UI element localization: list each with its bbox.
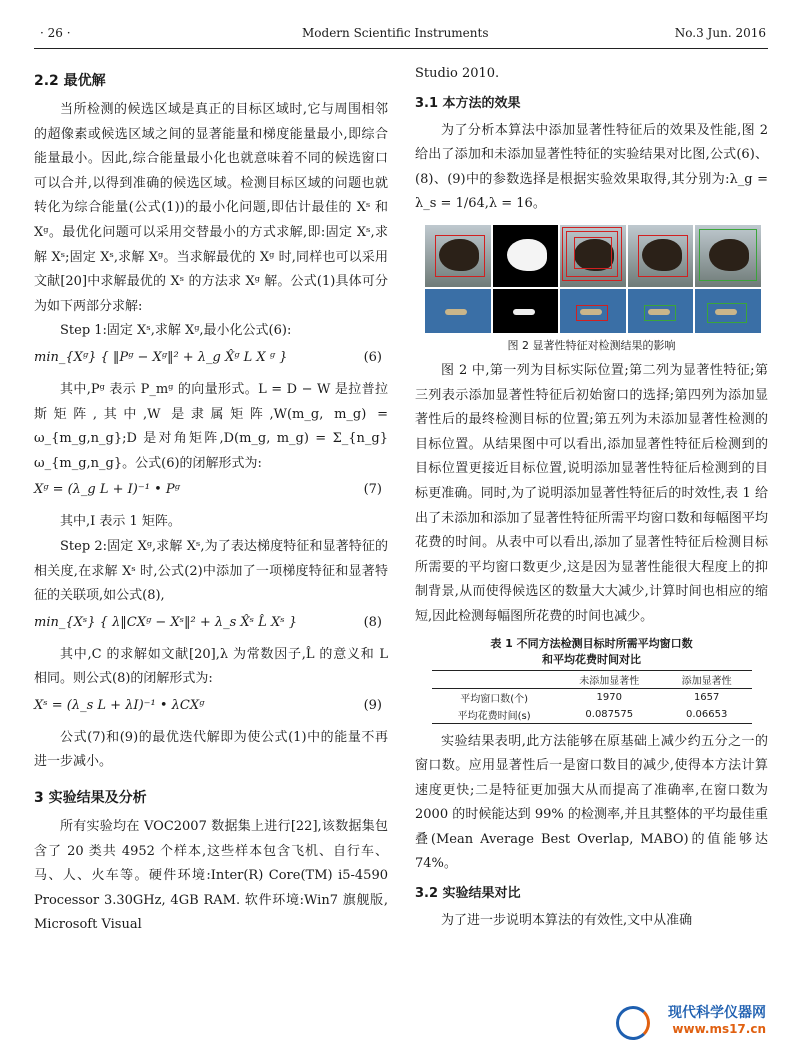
equation-body: min_{Xˢ} { λ‖CXᵍ − Xˢ‖² + λ_s X̂ˢ L̂ Xˢ } bbox=[34, 614, 297, 630]
figure-image bbox=[628, 225, 694, 287]
paragraph: 其中,Pᵍ 表示 P_mᵍ 的向量形式。L = D − W 是拉普拉斯矩阵,其中,W 是隶属矩阵,W(m_g, m_g) = ω_{m_g,n_g};D 是对角矩阵,D(m_g, m_g) = Σ_{n_g} ω_{m_g,n_g}。公式(6)的闭解形式为: bbox=[34, 381, 388, 471]
paragraph: 图 2 中,第一列为目标实际位置;第二列为显著性特征;第三列表示添加显著性特征后初始窗口的选择;第四列为添加显著性后的最终检测目标的位置;第五列为未添加显著性检测的目标位置。从结果图中可以看出,添加显著性特征后检测到的目标位置更接近目标位置,说明添加显著性特征后检测到的目标更准确。同时,为了说明添加显著性特征后的时效性,表 1 给出了未添加和添加了显著性特征所需平均窗口数和每幅图平均花费的时间。从表中可以看出,添加了显著性特征后检测目标所需要的平均窗口数更少,这是因为显著性能很大程度上的抑制背景,从而使得候选区的数量大大减少,计算时间也相应的缩短,因此检测每幅图所花费的时间也减少。 bbox=[415, 362, 768, 624]
watermark-url: www.ms17.cn bbox=[672, 1022, 766, 1036]
equation-8 bbox=[34, 609, 388, 643]
step2-text: Step 2:固定 Xᵍ,求解 Xˢ,为了表达梯度特征和显著特征的相关度,在求解 Xˢ 时,公式(2)中添加了一项梯度特征和显著特征的关联项,如公式(8), bbox=[34, 538, 388, 604]
figure-2 bbox=[425, 225, 761, 333]
equation-number: (9) bbox=[363, 697, 382, 713]
figure-column-ground-truth bbox=[425, 225, 491, 333]
figure-caption: 图 2 显著性特征对检测结果的影响 bbox=[507, 338, 676, 352]
figure-image bbox=[695, 289, 761, 333]
watermark bbox=[616, 1000, 766, 1040]
table-header bbox=[432, 670, 557, 688]
left-column bbox=[34, 62, 388, 938]
section-3-2-title: 3.2 实验结果对比 bbox=[415, 886, 521, 902]
table-cell: 平均花费时间(s) bbox=[457, 710, 531, 722]
paragraph: 当所检测的候选区域是真正的目标区域时,它与周围相邻的超像素或候选区域之间的显著能量和梯度能量最小,即综合能量最小。因此,综合能量最小化也就意味着不同的候选窗口可以合并,以得到准确的候选区域。检测目标区域的问题也就转化为综合能量(公式(1))的最小化问题,即估计最佳的 Xˢ 和 Xᵍ。最优化问题可以采用交替最小的方式求解,即:固定 Xˢ,求解 Xˢ;固定 Xˢ,求解 Xᵍ。当求解最优的 Xᵍ 时,同样也可以采用文献[20]中求解最优的 Xˢ 的方法求 Xᵍ 解。公式(1)具体可分为如下两部分求解: bbox=[34, 102, 388, 314]
table-cell: 1970 bbox=[596, 691, 622, 703]
table-header-row bbox=[432, 670, 752, 688]
figure-image bbox=[695, 225, 761, 287]
right-column bbox=[415, 62, 768, 934]
journal-name: Modern Scientific Instruments bbox=[302, 26, 489, 40]
table-caption: 和平均花费时间对比 bbox=[542, 652, 641, 666]
table-header: 添加显著性 bbox=[681, 675, 732, 687]
equation-9 bbox=[34, 692, 388, 726]
table-caption: 表 1 不同方法检测目标时所需平均窗口数 bbox=[490, 636, 693, 650]
table-cell: 0.087575 bbox=[585, 708, 634, 720]
section-3-1-title: 3.1 本方法的效果 bbox=[415, 95, 521, 111]
watermark-title: 现代科学仪器网 bbox=[668, 1005, 766, 1021]
figure-image bbox=[425, 289, 491, 333]
step1-text: Step 1:固定 Xˢ,求解 Xᵍ,最小化公式(6): bbox=[60, 323, 292, 339]
paragraph: 实验结果表明,此方法能够在原基础上减少约五分之一的窗口数。应用显著性后一是窗口数目的减少,使得本方法计算速度更快;二是特征更加强大从而提高了准确率,在窗口数为 2000 的时候能达到 99% 的检测率,并且其整体的平均最佳重叠(Mean Average Best Overlap, MABO)的值能够达 74%。 bbox=[415, 733, 768, 872]
table-cell: 0.06653 bbox=[685, 708, 728, 720]
paragraph: Studio 2010. bbox=[415, 66, 500, 81]
figure-image bbox=[560, 225, 626, 287]
paragraph: 其中,I 表示 1 矩阵。 bbox=[60, 514, 181, 530]
paragraph: 为了分析本算法中添加显著性特征后的效果及性能,图 2 给出了添加和未添加显著性特征的实验结果对比图,公式(6)、(8)、(9)中的参数选择是根据实验效果取得,其分别为:λ_g = λ_s = 1/64,λ = 16。 bbox=[415, 122, 768, 212]
equation-number: (7) bbox=[363, 482, 382, 498]
page-number: · 26 · bbox=[40, 26, 71, 40]
header-rule bbox=[34, 48, 768, 49]
figure-image bbox=[628, 289, 694, 333]
figure-image bbox=[425, 225, 491, 287]
running-header bbox=[34, 26, 768, 44]
issue-info: No.3 Jun. 2016 bbox=[674, 26, 766, 40]
figure-image bbox=[493, 225, 559, 287]
figure-column-without-saliency bbox=[695, 225, 761, 333]
table-row bbox=[432, 688, 752, 706]
equation-number: (8) bbox=[363, 614, 382, 630]
paragraph: 其中,C 的求解如文献[20],λ 为常数因子,L̂ 的意义和 L 相同。则公式(8)的闭解形式为: bbox=[34, 646, 388, 687]
section-2-2-title: 2.2 最优解 bbox=[34, 73, 106, 89]
paragraph: 公式(7)和(9)的最优迭代解即为使公式(1)中的能量不再进一步减小。 bbox=[34, 729, 388, 770]
paragraph: 为了进一步说明本算法的有效性,文中从准确 bbox=[441, 913, 693, 929]
equation-body: Xˢ = (λ_s L + λI)⁻¹ • λCXᵍ bbox=[34, 697, 205, 713]
figure-image bbox=[493, 289, 559, 333]
table-cell: 1657 bbox=[693, 691, 720, 703]
results-table bbox=[432, 670, 752, 724]
watermark-logo-icon bbox=[616, 1006, 650, 1040]
equation-body: Xᵍ = (λ_g L + I)⁻¹ • Pᵍ bbox=[34, 482, 180, 498]
figure-column-saliency bbox=[493, 225, 559, 333]
equation-body: min_{Xᵍ} { ‖Pᵍ − Xᵍ‖² + λ_g X̂ᵍ L X ᵍ } bbox=[34, 349, 288, 365]
equation-7 bbox=[34, 476, 388, 510]
table-cell: 平均窗口数(个) bbox=[460, 693, 529, 705]
table-row bbox=[432, 706, 752, 724]
figure-image bbox=[560, 289, 626, 333]
equation-6 bbox=[34, 344, 388, 378]
equation-number: (6) bbox=[363, 349, 382, 365]
figure-column-initial-windows bbox=[560, 225, 626, 333]
figure-column-final-detection bbox=[628, 225, 694, 333]
paragraph: 所有实验均在 VOC2007 数据集上进行[22],该数据集包含了 20 类共 4952 个样本,这些样本包含飞机、自行车、马、人、火车等。硬件环境:Inter(R) Core(TM) i5-4590 Processor 3.30GHz, 4GB RAM. 软件环境:Win7 旗舰版, Microsoft Visual bbox=[34, 819, 388, 933]
section-3-title: 3 实验结果及分析 bbox=[34, 790, 147, 807]
table-header: 未添加显著性 bbox=[579, 675, 640, 687]
